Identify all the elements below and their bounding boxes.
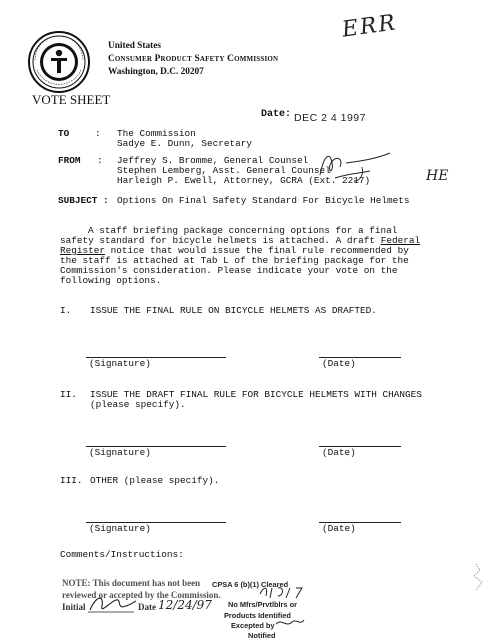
option-1-text: ISSUE THE FINAL RULE ON BICYCLE HELMETS AS DRAFTED. — [90, 305, 377, 316]
subject-label: SUBJECT : — [58, 195, 109, 206]
footer-date-label: Date — [138, 602, 156, 612]
body-line-1: A staff briefing package concerning options for a final — [88, 225, 398, 236]
cpsa-stamp-line-5: Notified — [248, 631, 276, 640]
letterhead-line-2 — [108, 53, 278, 65]
federal-register-part-2: Register — [60, 245, 106, 256]
body-line-4: the staff is attached at Tab L of the briefing package for the — [60, 255, 409, 266]
date-stamp: DEC 2 4 1997 — [294, 112, 366, 124]
body-line-6: following options. — [60, 275, 162, 286]
option-3-signature-label: (Signature) — [89, 523, 151, 534]
cpsa-stamp-line-4: Excepted by — [231, 621, 275, 630]
footer-note-line-1: NOTE: This document has not been — [62, 578, 201, 588]
subject-text: Options On Final Safety Standard For Bicycle Helmets — [117, 195, 410, 206]
handwritten-initials: HE — [426, 168, 449, 184]
option-2-text: ISSUE THE DRAFT FINAL RULE FOR BICYCLE HELMETS WITH CHANGES — [90, 389, 422, 400]
comments-label: Comments/Instructions: — [60, 549, 184, 560]
scan-corner-smudge — [470, 560, 494, 600]
letterhead-line-3: Washington, D.C. 20207 — [108, 67, 204, 77]
from-line-2: Stephen Lemberg, Asst. General Counsel — [117, 165, 331, 176]
from-separator: : — [97, 155, 103, 166]
cpsa-stamp-line-3: Products Identified — [224, 611, 291, 620]
footer-note-line-2: reviewed or accepted by the Commission. — [62, 590, 221, 600]
cpsa-stamp-line-1: CPSA 6 (b)(1) Cleared — [212, 580, 289, 589]
page-title: VOTE SHEET — [32, 92, 111, 107]
agency-name: Consumer Product Safety Commission — [108, 54, 279, 64]
option-3-number: III. — [60, 475, 83, 486]
federal-register-part-1: Federal — [380, 235, 421, 246]
body-line-2-text: safety standard for bicycle helmets is attached. A draft — [60, 235, 381, 246]
option-3-text: OTHER (please specify). — [90, 475, 220, 486]
cpsa-handwritten-date-scribble — [256, 584, 316, 638]
option-1-date-label: (Date) — [322, 358, 356, 369]
to-line-2: Sadye E. Dunn, Secretary — [117, 138, 253, 149]
option-2-date-label: (Date) — [322, 447, 356, 458]
option-2-signature-label: (Signature) — [89, 447, 151, 458]
option-3-date-label: (Date) — [322, 523, 356, 534]
body-line-5: Commission's consideration. Please indicate your vote on the — [60, 265, 398, 276]
to-label: TO — [58, 128, 70, 139]
footer-date-handwritten: 12/24/97 — [158, 598, 212, 612]
cpsc-seal-logo — [27, 30, 91, 94]
handwritten-signature-scribble — [300, 145, 430, 185]
cpsa-stamp-line-2: No Mfrs/Prvtlblrs or — [228, 600, 297, 609]
option-2-text-line-2: (please specify). — [90, 399, 186, 410]
body-line-3-text: notice that would issue the final rule recommended by — [105, 245, 409, 256]
footer-initial-label: Initial — [62, 602, 86, 612]
letterhead-line-1: United States — [108, 41, 161, 51]
initial-signature-scribble — [86, 592, 138, 616]
to-separator: : — [95, 128, 101, 139]
handwritten-mark: ERR — [340, 10, 399, 43]
from-label: FROM — [58, 155, 81, 166]
from-line-3: Harleigh P. Ewell, Attorney, GCRA (Ext. 2217) — [117, 175, 371, 186]
option-1-signature-label: (Signature) — [89, 358, 151, 369]
to-line-1: The Commission — [117, 128, 196, 139]
option-2-number: II. — [60, 389, 77, 400]
option-1-number: I. — [60, 305, 72, 316]
date-label: Date: — [261, 109, 292, 120]
from-line-1: Jeffrey S. Bromme, General Counsel — [117, 155, 309, 166]
